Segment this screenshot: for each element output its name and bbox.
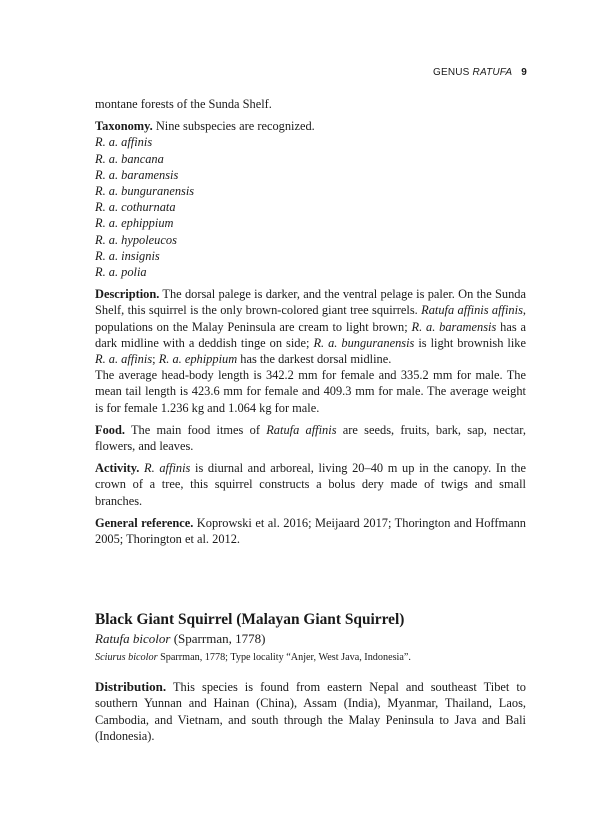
subspecies-item: R. a. ephippium bbox=[95, 216, 174, 231]
subspecies-item: R. a. bancana bbox=[95, 151, 164, 166]
subspecies-item: R. a. baramensis bbox=[95, 167, 179, 182]
taxonomy-text: Nine subspecies are recognized. bbox=[152, 119, 315, 134]
description-text: is light brownish like bbox=[414, 335, 526, 350]
description-text: , populations on the Malay Peninsula are cream to light brown; bbox=[95, 303, 527, 334]
distribution-paragraph bbox=[95, 679, 526, 744]
subspecies-item: R. a. polia bbox=[95, 265, 147, 280]
food-text: The main food itmes of bbox=[124, 422, 267, 437]
taxon-name: R. affinis bbox=[144, 461, 191, 476]
description-text: ; bbox=[152, 352, 159, 367]
page-body bbox=[95, 96, 526, 744]
general-reference-text: Koprowski et al. 2016; Meijaard 2017; Thorington and Hoffmann 2005; Thorington et al. 2012. bbox=[95, 515, 526, 547]
general-reference-heading: General reference. bbox=[95, 515, 194, 530]
taxon-name: R. a. bunguranensis bbox=[313, 335, 415, 350]
description-paragraph bbox=[95, 286, 526, 367]
food-heading: Food. bbox=[95, 422, 125, 437]
scientific-name: Ratufa bicolor bbox=[95, 631, 171, 647]
taxonomy-heading: Taxonomy. bbox=[95, 119, 153, 134]
species-title: Black Giant Squirrel (Malayan Giant Squirrel) bbox=[95, 611, 405, 629]
synonym-name: Sciurus bicolor bbox=[95, 652, 158, 664]
species-scientific-name bbox=[95, 630, 526, 647]
subspecies-list bbox=[95, 134, 526, 280]
food-text: are seeds, fruits, bark, sap, nectar, flowers, and leaves. bbox=[95, 422, 527, 454]
description-text: has a dark midline with a deddish tinge on side; bbox=[95, 319, 527, 350]
taxon-name: R. a. affinis bbox=[95, 352, 153, 367]
running-head bbox=[433, 67, 527, 78]
description-text: has the darkest dorsal midline. bbox=[237, 352, 392, 367]
intro-line: montane forests of the Sunda Shelf. bbox=[95, 97, 272, 111]
taxon-name: Ratufa affinis bbox=[266, 422, 337, 437]
subspecies-item: R. a. affinis bbox=[95, 135, 153, 150]
authority: (Sparrman, 1778) bbox=[170, 631, 266, 647]
food-paragraph bbox=[95, 422, 526, 454]
subspecies-item: R. a. cothurnata bbox=[95, 200, 176, 215]
page-number: 9 bbox=[521, 67, 527, 78]
running-head-label: GENUS bbox=[432, 67, 470, 78]
description-text: The dorsal palege is darker, and the ventral pelage is paler. On the Sunda Shelf, this squirrel is the only brown-colored giant tree squirrels. bbox=[95, 287, 526, 318]
activity-text: is diurnal and arboreal, living 20–40 m up in the canopy. In the crown of a tree, this squirrel constructs a bolus dery made of twigs and small branches. bbox=[95, 461, 526, 508]
distribution-heading: Distribution. bbox=[95, 679, 167, 695]
taxon-name: R. a. ephippium bbox=[158, 352, 238, 367]
species-synonym bbox=[95, 651, 526, 665]
subspecies-item: R. a. hypoleucos bbox=[95, 232, 177, 247]
taxon-name: R. a. baramensis bbox=[411, 319, 497, 334]
subspecies-item: R. a. insignis bbox=[95, 248, 160, 263]
general-reference-paragraph bbox=[95, 515, 526, 547]
activity-heading: Activity. bbox=[95, 461, 140, 476]
measurements-paragraph: The average head-body length is 342.2 mm for female and 335.2 mm for male. The mean tail length is 423.6 mm for female and 409.3 mm for male. The average weight is for female 1.236 kg and 1.064 kg for male. bbox=[95, 368, 526, 415]
subspecies-item: R. a. bunguranensis bbox=[95, 184, 195, 199]
synonym-text: Sparrman, 1778; Type locality “Anjer, West Java, Indonesia”. bbox=[157, 652, 411, 664]
distribution-text: This species is found from eastern Nepal and southeast Tibet to southern Yunnan and Hainan (China), Assam (India), Myanmar, Thailand, Laos, Cambodia, and Vietnam, and south through the Malay Peninsula to Java and Bali (Indonesia). bbox=[95, 680, 526, 743]
running-head-genus: RATUFA bbox=[472, 67, 513, 78]
taxonomy-paragraph bbox=[95, 118, 526, 134]
activity-paragraph bbox=[95, 460, 526, 509]
description-heading: Description. bbox=[95, 287, 160, 302]
taxon-name: Ratufa affinis affinis bbox=[421, 303, 523, 318]
